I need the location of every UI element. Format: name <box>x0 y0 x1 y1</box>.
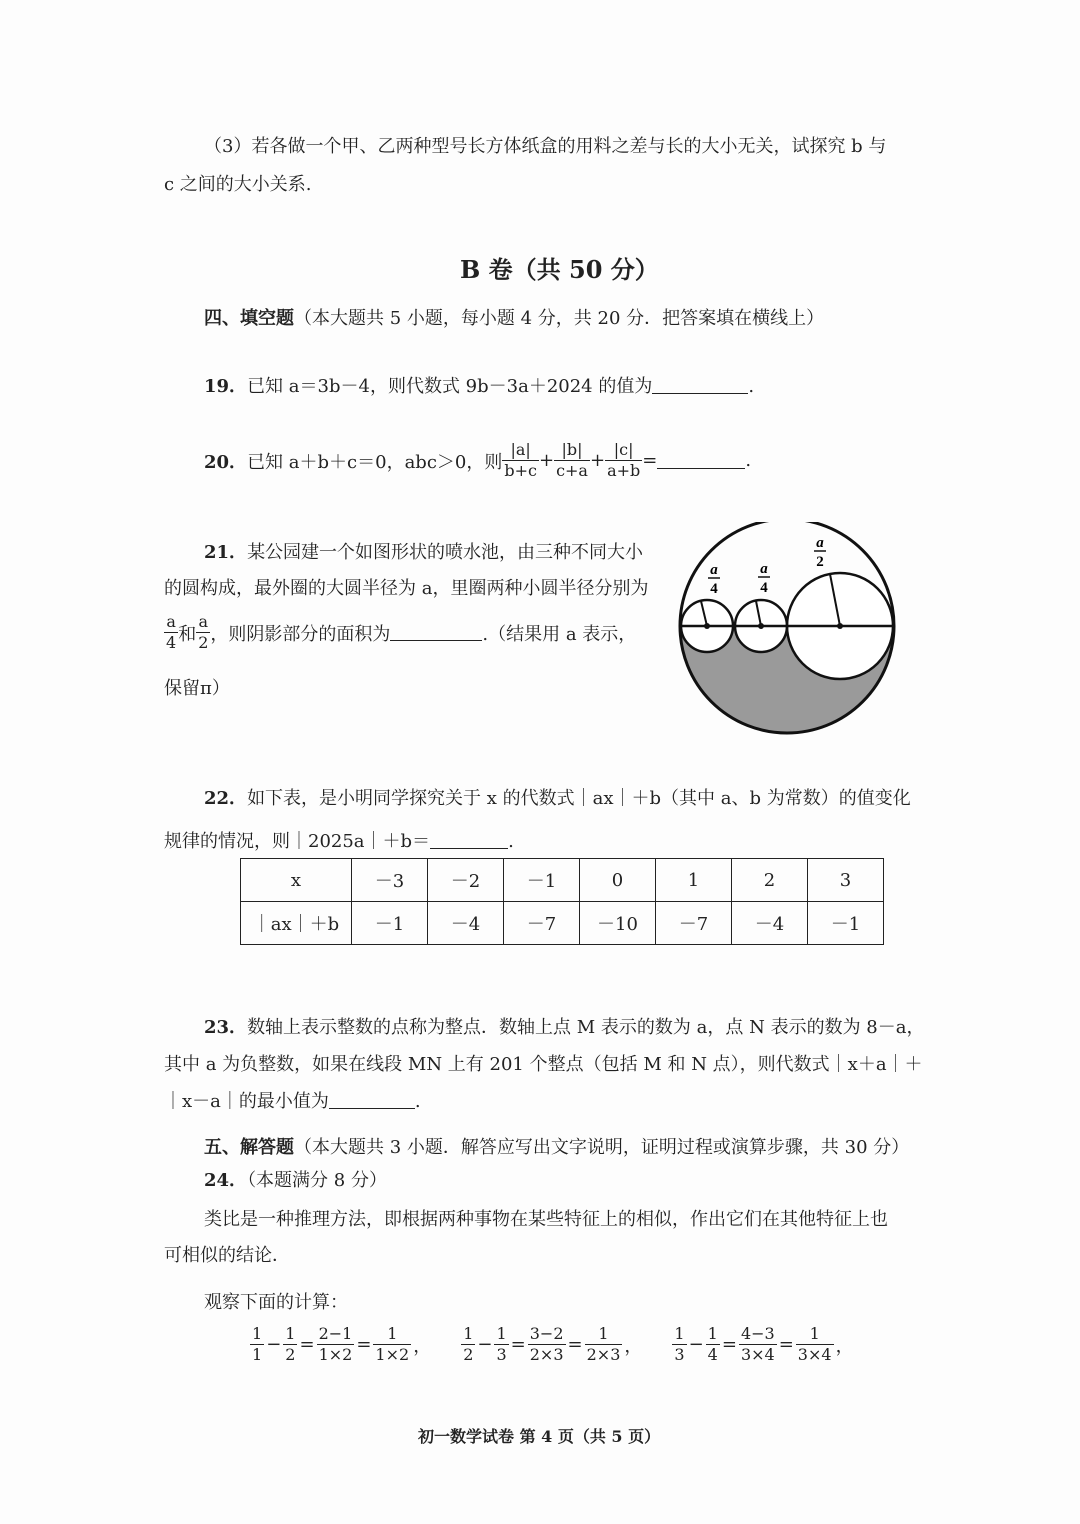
page-footer: 初一数学试卷 第 4 页（共 5 页） <box>418 1427 661 1446</box>
q21-frac-a4-num: a <box>164 612 178 633</box>
calc1-c-num: 2−1 <box>318 1324 353 1343</box>
q19-end: . <box>748 376 755 397</box>
calc1-minus: − <box>266 1334 282 1355</box>
q22-line1 <box>204 784 911 810</box>
table-row <box>241 859 884 902</box>
q20-frac-a-num: |a| <box>502 440 539 461</box>
table-row <box>241 902 884 945</box>
q19-text: 已知 a＝3b－4，则代数式 9b－3a＋2024 的值为 <box>247 376 653 397</box>
q20-number: 20． <box>204 451 248 473</box>
figure-label-1-num: a <box>710 562 718 578</box>
q23-line1 <box>204 1013 925 1039</box>
calc2-minus: − <box>477 1334 493 1355</box>
calc1-b-num: 1 <box>285 1324 296 1343</box>
part5-note: （本大题共 3 小题．解答应写出文字说明，证明过程或演算步骤，共 30 分） <box>294 1137 910 1158</box>
figure-label-2-num: a <box>760 561 768 577</box>
part4-note: （本大题共 5 小题，每小题 4 分，共 20 分．把答案填在横线上） <box>294 308 825 329</box>
calc2-d-num: 1 <box>585 1324 623 1345</box>
calc2-c-den: 2×3 <box>529 1345 564 1364</box>
table-cell: －1 <box>352 902 428 945</box>
calc1-d-num: 1 <box>373 1324 411 1345</box>
calc1-a-num: 1 <box>252 1324 263 1343</box>
calc2-b-num: 1 <box>496 1324 507 1343</box>
q21-text-3b: ，则阴影部分的面积为 <box>210 623 391 645</box>
question-20 <box>204 440 751 481</box>
calc2-frac-b <box>494 1324 508 1365</box>
calc3-a-den: 3 <box>674 1345 685 1364</box>
figure-label-1-den: 4 <box>710 581 718 597</box>
calc3-c-num: 4−3 <box>740 1324 775 1343</box>
calc3-a-num: 1 <box>674 1324 685 1343</box>
calc3-d-num: 1 <box>796 1324 834 1345</box>
q21-frac-a4-den: 4 <box>166 633 177 652</box>
q21-line1 <box>204 538 643 564</box>
q20-fraction-b <box>554 440 590 481</box>
q22-text-2: 规律的情况，则｜2025a｜＋b＝ <box>164 831 431 852</box>
q19-answer-blank[interactable] <box>652 377 748 394</box>
q20-answer-blank[interactable] <box>657 452 745 469</box>
table-cell: －4 <box>428 902 504 945</box>
table-cell: －10 <box>580 902 656 945</box>
q23-end: . <box>414 1091 421 1112</box>
calc3-eq1: = <box>721 1334 737 1355</box>
calc2-d-den: 2×3 <box>586 1345 621 1364</box>
q24-number: 24． <box>204 1170 248 1191</box>
q18-part3-line2: c 之间的大小关系. <box>164 174 312 195</box>
calc3-d-den: 3×4 <box>797 1345 832 1364</box>
q22-text-1: 如下表，是小明同学探究关于 x 的代数式｜ax｜＋b（其中 a、b 为常数）的值变化 <box>247 788 911 809</box>
part4-heading: 四、填空题 <box>204 308 294 329</box>
q24-heading-line <box>204 1166 387 1192</box>
part4-heading-line <box>204 304 824 330</box>
figure-label-2-den: 4 <box>760 580 768 596</box>
q21-frac-a4 <box>164 612 178 653</box>
calc1-eq1: = <box>299 1334 315 1355</box>
calc1-eq2: = <box>356 1334 372 1355</box>
table-cell: 1 <box>656 859 732 902</box>
q24-para1-line1: 类比是一种推理方法，即根据两种事物在某些特征上的相似，作出它们在其他特征上也 <box>204 1209 888 1230</box>
q20-fraction-a <box>502 440 539 481</box>
calc1-c-den: 1×2 <box>318 1345 353 1364</box>
q20-end: . <box>745 450 752 471</box>
calc1-comma: ， <box>413 1335 432 1357</box>
center-dot-right <box>837 623 843 629</box>
q21-frac-a2-num: a <box>196 612 210 633</box>
calc3-comma: ， <box>835 1335 854 1357</box>
calc1-frac-a <box>250 1324 264 1365</box>
q20-text: 已知 a＋b＋c＝0，abc＞0，则 <box>247 451 503 473</box>
calc3-frac-a <box>672 1324 686 1365</box>
calc2-a-num: 1 <box>463 1324 474 1343</box>
calc2-frac-c <box>528 1324 566 1365</box>
calc1-d-den: 1×2 <box>375 1345 410 1364</box>
table-cell: －1 <box>504 859 580 902</box>
table-cell: 2 <box>732 859 808 902</box>
table-cell: 0 <box>580 859 656 902</box>
q22-answer-blank[interactable] <box>430 832 508 849</box>
calc1-frac-b <box>283 1324 297 1365</box>
table-cell: －2 <box>428 859 504 902</box>
calc3-b-num: 1 <box>707 1324 718 1343</box>
calc1-frac-d <box>373 1324 411 1365</box>
section-title: B 卷（共 50 分） <box>460 255 659 284</box>
part5-heading-line <box>204 1133 909 1159</box>
calc2-frac-a <box>461 1324 475 1365</box>
q23-text-1: 数轴上表示整数的点称为整点．数轴上点 M 表示的数为 a，点 N 表示的数为 8－a， <box>247 1017 925 1038</box>
calc3-frac-c <box>739 1324 777 1365</box>
calc3-minus: − <box>688 1334 704 1355</box>
q24-score: （本题满分 8 分） <box>247 1170 387 1191</box>
calc2-comma: ， <box>624 1335 643 1357</box>
q23-text-3: ｜x－a｜的最小值为 <box>164 1091 329 1112</box>
q19-number: 19． <box>204 376 248 397</box>
fountain-figure <box>676 522 898 738</box>
q21-answer-blank[interactable] <box>390 624 482 641</box>
q23-answer-blank[interactable] <box>329 1092 415 1109</box>
table-cell: －4 <box>732 902 808 945</box>
q23-number: 23． <box>204 1017 248 1038</box>
calc3-eq2: = <box>778 1334 794 1355</box>
q24-para2: 观察下面的计算： <box>204 1292 348 1313</box>
q21-frac-a2 <box>196 612 210 653</box>
q22-line2 <box>164 827 514 853</box>
calc2-eq1: = <box>510 1334 526 1355</box>
calc2-eq2: = <box>567 1334 583 1355</box>
table-cell: －3 <box>352 859 428 902</box>
table-cell: －1 <box>808 902 884 945</box>
calc2-c-num: 3−2 <box>529 1324 564 1343</box>
q20-frac-c-num: |c| <box>605 440 642 461</box>
calc1-b-den: 2 <box>285 1345 296 1364</box>
q22-table <box>240 858 884 945</box>
q20-frac-b-num: |b| <box>554 440 590 461</box>
q24-calculations <box>250 1324 854 1365</box>
calc1-frac-c <box>317 1324 355 1365</box>
table-cell: －7 <box>504 902 580 945</box>
center-dot-middle <box>758 623 764 629</box>
figure-label-3-num: a <box>816 535 824 551</box>
q20-fraction-c <box>605 440 642 481</box>
q22-number: 22． <box>204 788 248 809</box>
table-cell: 3 <box>808 859 884 902</box>
calc3-c-den: 3×4 <box>740 1345 775 1364</box>
calc3-frac-d <box>796 1324 834 1365</box>
q20-frac-a-den: b+c <box>504 461 537 480</box>
q22-end: . <box>508 831 514 852</box>
q21-frac-a2-den: 2 <box>198 633 209 652</box>
q20-plus-2: + <box>589 450 606 471</box>
q20-frac-c-den: a+b <box>607 461 641 480</box>
figure-label-3-den: 2 <box>816 554 824 570</box>
calc2-a-den: 2 <box>463 1345 474 1364</box>
calc3-b-den: 4 <box>707 1345 718 1364</box>
q20-frac-b-den: c+a <box>556 461 588 480</box>
q21-text-1: 某公园建一个如图形状的喷水池，由三种不同大小 <box>247 542 644 563</box>
q21-text-3c: .（结果用 a 表示， <box>482 623 637 645</box>
calc2-b-den: 3 <box>496 1345 507 1364</box>
q18-part3-line1: （3）若各做一个甲、乙两种型号长方体纸盒的用料之差与长的大小无关，试探究 b 与 <box>204 136 887 157</box>
q21-line4: 保留π） <box>164 678 230 699</box>
shaded-region <box>676 573 898 738</box>
q24-para1-line2: 可相似的结论． <box>164 1245 290 1266</box>
q21-line3 <box>164 612 636 653</box>
table-cell: x <box>241 859 352 902</box>
center-dot-left <box>704 623 710 629</box>
q23-line3 <box>164 1087 421 1113</box>
q21-and: 和 <box>178 623 197 645</box>
q23-line2: 其中 a 为负整数，如果在线段 MN 上有 201 个整点（包括 M 和 N 点），则代数式｜x＋a｜＋ <box>164 1054 923 1075</box>
q20-equals: = <box>642 450 658 471</box>
q21-line2: 的圆构成，最外圈的大圆半径为 a，里圈两种小圆半径分别为 <box>164 578 649 599</box>
q20-plus-1: + <box>538 450 555 471</box>
table-cell: －7 <box>656 902 732 945</box>
q21-number: 21． <box>204 542 248 563</box>
calc2-frac-d <box>585 1324 623 1365</box>
part5-heading: 五、解答题 <box>204 1137 294 1158</box>
calc3-frac-b <box>706 1324 720 1365</box>
question-19 <box>204 372 754 398</box>
table-cell: ｜ax｜＋b <box>241 902 352 945</box>
calc1-a-den: 1 <box>252 1345 263 1364</box>
